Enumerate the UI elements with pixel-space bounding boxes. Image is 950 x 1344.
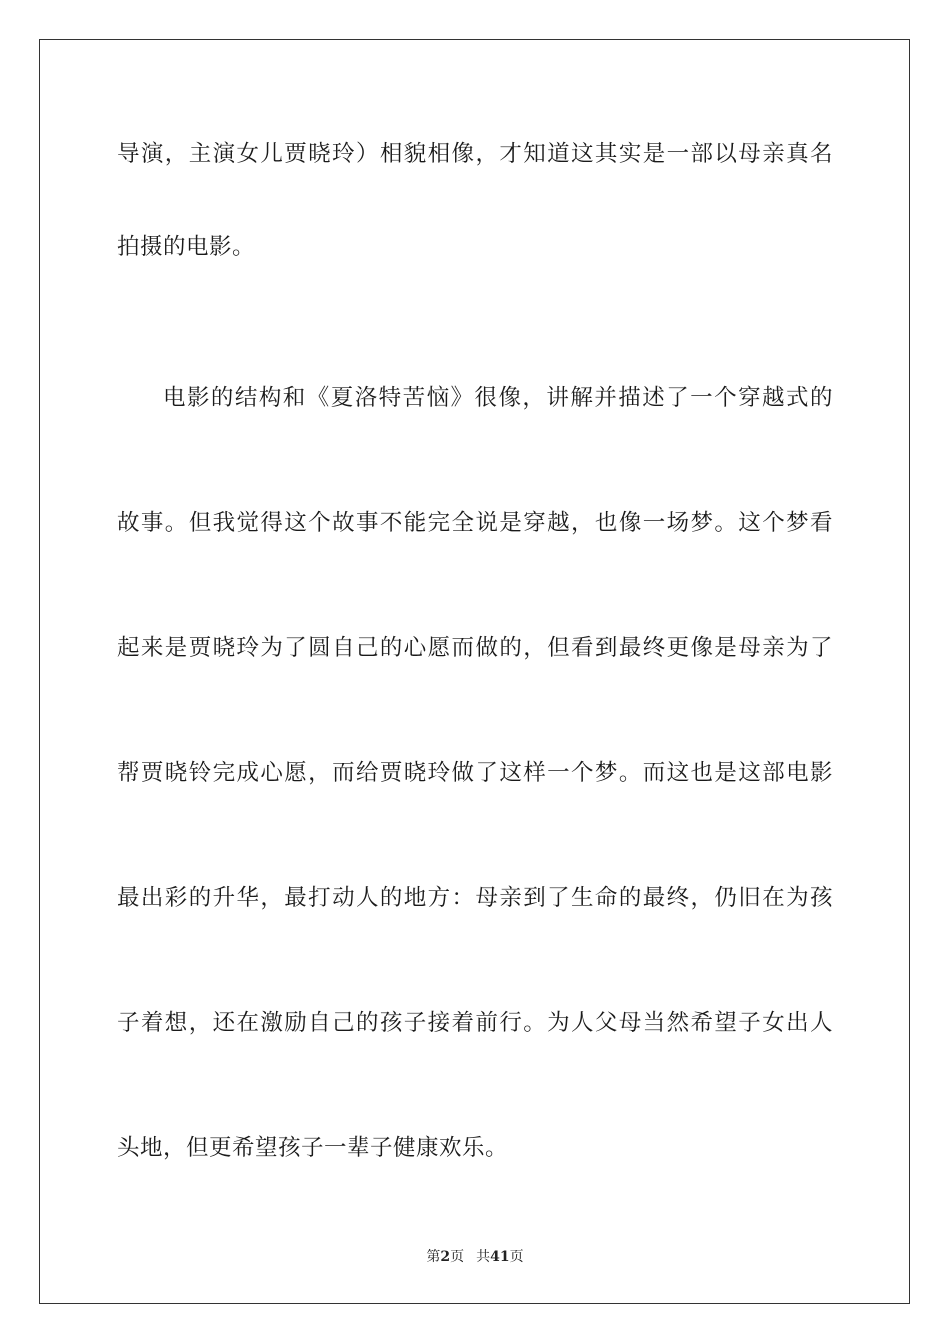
text-line-2: 拍摄的电影。 bbox=[117, 234, 256, 260]
text-line-3: 电影的结构和《夏洛特苦恼》很像，讲解并描述了一个穿越式的 bbox=[163, 385, 833, 411]
total-suffix: 页 bbox=[509, 1249, 524, 1265]
text-line-4: 故事。但我觉得这个故事不能完全说是穿越，也像一场梦。这个梦看 bbox=[117, 510, 833, 536]
text-line-6: 帮贾晓铃完成心愿，而给贾晓玲做了这样一个梦。而这也是这部电影 bbox=[117, 760, 833, 786]
page-prefix: 第 bbox=[426, 1249, 441, 1265]
total-pages: 41 bbox=[490, 1249, 510, 1265]
page-border bbox=[39, 39, 910, 1304]
page-suffix: 页 bbox=[450, 1249, 465, 1265]
page-footer bbox=[0, 1248, 950, 1266]
text-line-5: 起来是贾晓玲为了圆自己的心愿而做的，但看到最终更像是母亲为了 bbox=[117, 635, 833, 661]
text-line-1: 导演，主演女儿贾晓玲）相貌相像，才知道这其实是一部以母亲真名 bbox=[117, 141, 833, 167]
page-current: 2 bbox=[440, 1249, 451, 1265]
total-prefix: 共 bbox=[476, 1249, 491, 1265]
text-line-8: 子着想，还在激励自己的孩子接着前行。为人父母当然希望子女出人 bbox=[117, 1010, 833, 1036]
text-line-7: 最出彩的升华，最打动人的地方：母亲到了生命的最终，仍旧在为孩 bbox=[117, 885, 833, 911]
text-line-9: 头地，但更希望孩子一辈子健康欢乐。 bbox=[117, 1135, 509, 1161]
